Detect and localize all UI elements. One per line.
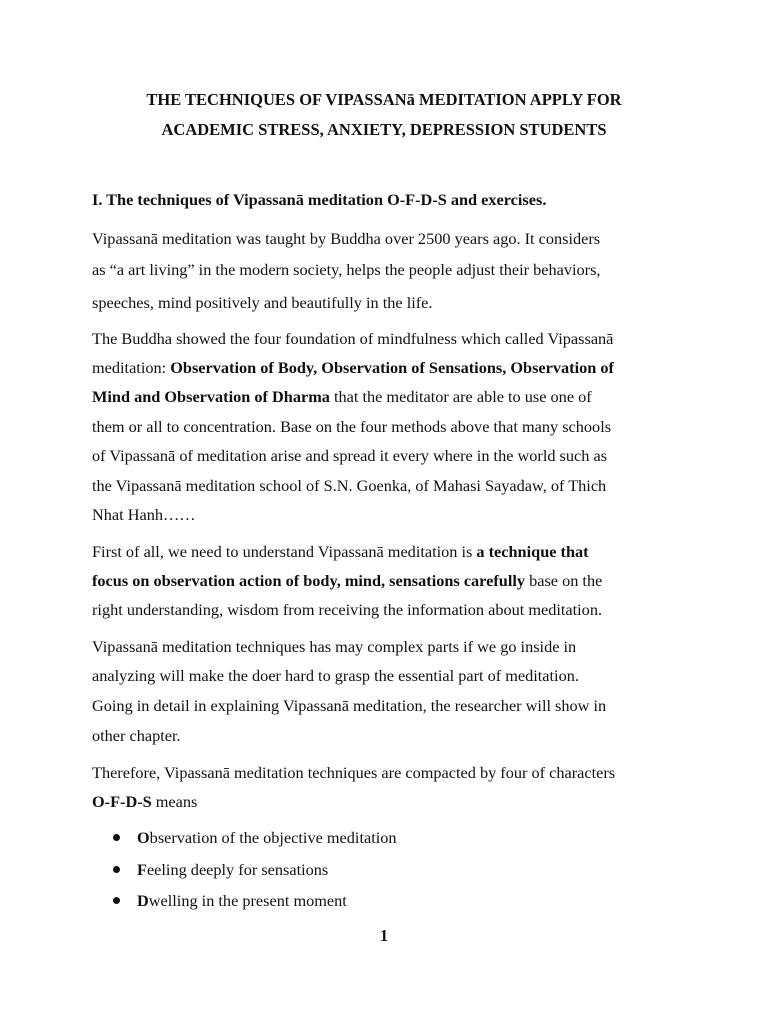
para2-line-2 <box>92 358 614 378</box>
para3-line-2 <box>92 571 602 591</box>
para1-line-2: as “a art living” in the modern society, helps the people adjust their behaviors, <box>92 260 601 279</box>
list-item <box>113 891 347 911</box>
para3-line-2-text: base on the <box>525 571 603 590</box>
para5-line-2 <box>92 792 197 812</box>
para2-line-2-bold: Observation of Body, Observation of Sensations, Observation of <box>170 358 614 377</box>
para2-line-4: them or all to concentration. Base on the four methods above that many schools <box>92 417 612 436</box>
para5-line-1: Therefore, Vipassanā meditation techniques are compacted by four of characters <box>92 763 616 782</box>
bullet-icon <box>113 834 120 841</box>
bullet-initial: F <box>137 860 147 879</box>
title-line-2: ACADEMIC STRESS, ANXIETY, DEPRESSION STUDENTS <box>161 120 607 139</box>
para2-line-5: of Vipassanā of meditation arise and spread it every where in the world such as <box>92 446 608 465</box>
para4-line-2: analyzing will make the doer hard to grasp the essential part of meditation. <box>92 666 579 685</box>
page-number: 1 <box>379 926 389 945</box>
para1-line-1: Vipassanā meditation was taught by Buddha over 2500 years ago. It considers <box>92 229 601 248</box>
para4-line-4: other chapter. <box>92 726 181 745</box>
title-line-1: THE TECHNIQUES OF VIPASSANā MEDITATION APPLY FOR <box>146 90 622 109</box>
para3-line-2-bold: focus on observation action of body, mind, sensations carefully <box>92 571 526 590</box>
para1-line-3: speeches, mind positively and beautifully in the life. <box>92 293 433 312</box>
list-item <box>113 828 397 848</box>
para2-line-1: The Buddha showed the four foundation of mindfulness which called Vipassanā <box>92 329 614 348</box>
para2-line-6: the Vipassanā meditation school of S.N. Goenka, of Mahasi Sayadaw, of Thich <box>92 476 607 495</box>
document-title <box>60 85 708 145</box>
bullet-initial: O <box>137 828 150 847</box>
bullet-text: welling in the present moment <box>148 891 347 910</box>
para3-line-1 <box>92 542 589 562</box>
para2-line-3 <box>92 387 592 407</box>
para3-line-1-text: First of all, we need to understand Vipassanā meditation is <box>92 542 477 561</box>
bullet-initial: D <box>137 891 149 910</box>
para4-line-1: Vipassanā meditation techniques has may complex parts if we go inside in <box>92 637 577 656</box>
para2-line-3-text: that the meditator are able to use one of <box>329 387 592 406</box>
para4-line-3: Going in detail in explaining Vipassanā meditation, the researcher will show in <box>92 696 607 715</box>
para3-line-1-bold: a technique that <box>476 542 589 561</box>
para2-line-7: Nhat Hanh…… <box>92 505 196 524</box>
para5-line-2-bold: O-F-D-S <box>92 792 152 811</box>
para2-line-3-bold: Mind and Observation of Dharma <box>92 387 330 406</box>
para3-line-3: right understanding, wisdom from receiving the information about meditation. <box>92 600 603 619</box>
bullet-text: bservation of the objective meditation <box>149 828 397 847</box>
section-heading: I. The techniques of Vipassanā meditation O-F-D-S and exercises. <box>92 190 547 209</box>
list-item <box>113 860 328 880</box>
para5-line-2-text: means <box>151 792 198 811</box>
bullet-icon <box>113 866 120 873</box>
bullet-text: eeling deeply for sensations <box>146 860 329 879</box>
bullet-icon <box>113 897 120 904</box>
para2-line-2-text: meditation: <box>92 358 171 377</box>
